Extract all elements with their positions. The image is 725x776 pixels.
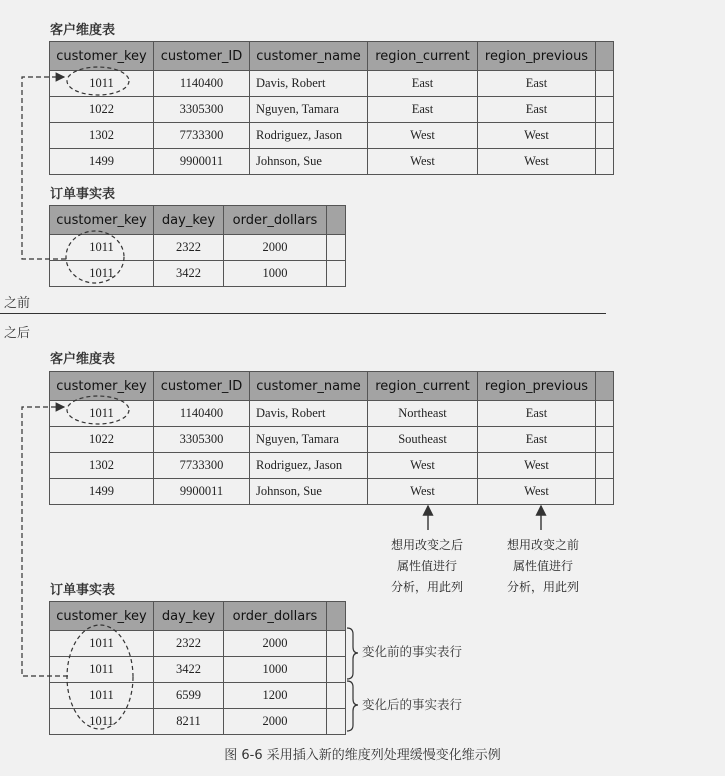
table-cell: East — [368, 71, 478, 97]
before-fact-title: 订单事实表 — [50, 187, 116, 202]
empty-cell — [596, 123, 614, 149]
after-label: 之后 — [4, 326, 31, 341]
table-cell: Johnson, Sue — [250, 479, 368, 505]
column-header: order_dollars — [224, 602, 327, 631]
table-cell: West — [478, 453, 596, 479]
table-cell: 1011 — [50, 657, 154, 683]
table-cell: 1011 — [50, 683, 154, 709]
empty-cell — [327, 683, 346, 709]
table-cell: 2000 — [224, 235, 327, 261]
after-dim-title: 客户维度表 — [50, 352, 116, 367]
before-customer-dimension-table — [49, 41, 614, 175]
before-dim-title: 客户维度表 — [50, 23, 116, 38]
table-row — [50, 235, 346, 261]
table-header-row — [50, 602, 346, 631]
table-cell: West — [478, 479, 596, 505]
table-cell: 9900011 — [154, 149, 250, 175]
table-row — [50, 683, 346, 709]
table-cell: 1140400 — [154, 401, 250, 427]
table-cell: West — [368, 149, 478, 175]
brace-label-before-change: 变化前的事实表行 — [362, 644, 463, 659]
column-header: order_dollars — [224, 206, 327, 235]
empty-cell — [596, 97, 614, 123]
column-header: region_previous — [478, 372, 596, 401]
table-cell: East — [478, 97, 596, 123]
column-header: customer_key — [50, 42, 154, 71]
empty-cell — [327, 657, 346, 683]
empty-cell — [327, 631, 346, 657]
column-header: customer_key — [50, 206, 154, 235]
note-line: 想用改变之后 — [390, 538, 463, 552]
table-row — [50, 401, 614, 427]
note-line: 分析，用此列 — [506, 580, 579, 594]
empty-column-header — [327, 206, 346, 235]
table-cell: 2000 — [224, 631, 327, 657]
figure-caption: 图 6-6 采用插入新的维度列处理缓慢变化维示例 — [224, 748, 501, 763]
after-order-fact-table — [49, 601, 346, 735]
table-cell: West — [478, 149, 596, 175]
table-cell: Johnson, Sue — [250, 149, 368, 175]
table-row — [50, 453, 614, 479]
table-cell: 2322 — [154, 235, 224, 261]
table-cell: Northeast — [368, 401, 478, 427]
after-fact-title: 订单事实表 — [50, 583, 116, 598]
column-header: customer_ID — [154, 42, 250, 71]
before-order-fact-table — [49, 205, 346, 287]
table-row — [50, 479, 614, 505]
table-row — [50, 71, 614, 97]
table-cell: 3422 — [154, 261, 224, 287]
table-cell: Nguyen, Tamara — [250, 427, 368, 453]
table-row — [50, 631, 346, 657]
table-cell: 1000 — [224, 657, 327, 683]
table-row — [50, 709, 346, 735]
empty-column-header — [327, 602, 346, 631]
table-cell: 8211 — [154, 709, 224, 735]
note-region-previous — [484, 535, 602, 598]
table-cell: 1011 — [50, 401, 154, 427]
table-row — [50, 123, 614, 149]
table-row — [50, 657, 346, 683]
empty-cell — [596, 401, 614, 427]
table-cell: 9900011 — [154, 479, 250, 505]
table-cell: Rodriguez, Jason — [250, 453, 368, 479]
table-cell: West — [368, 453, 478, 479]
empty-cell — [596, 453, 614, 479]
table-cell: 1499 — [50, 149, 154, 175]
table-cell: 3305300 — [154, 97, 250, 123]
note-line: 想用改变之前 — [506, 538, 579, 552]
empty-cell — [327, 235, 346, 261]
table-cell: 1499 — [50, 479, 154, 505]
note-line: 属性值进行 — [512, 559, 573, 573]
empty-column-header — [596, 372, 614, 401]
table-cell: 1011 — [50, 235, 154, 261]
column-header: day_key — [154, 206, 224, 235]
table-cell: 7733300 — [154, 453, 250, 479]
table-row — [50, 97, 614, 123]
note-line: 分析，用此列 — [390, 580, 463, 594]
table-cell: 1011 — [50, 261, 154, 287]
table-header-row — [50, 372, 614, 401]
table-header-row — [50, 206, 346, 235]
column-header: region_previous — [478, 42, 596, 71]
table-cell: 1011 — [50, 709, 154, 735]
column-header: region_current — [368, 372, 478, 401]
brace-label-after-change: 变化后的事实表行 — [362, 697, 463, 712]
before-label: 之前 — [4, 296, 31, 311]
column-header: customer_name — [250, 372, 368, 401]
column-header: customer_ID — [154, 372, 250, 401]
table-cell: East — [478, 71, 596, 97]
table-cell: West — [368, 123, 478, 149]
brace-before-change — [347, 628, 358, 679]
column-header: customer_key — [50, 372, 154, 401]
table-cell: 1022 — [50, 427, 154, 453]
table-cell: 3305300 — [154, 427, 250, 453]
table-cell: 2000 — [224, 709, 327, 735]
empty-column-header — [596, 42, 614, 71]
table-cell: 2322 — [154, 631, 224, 657]
table-cell: 1011 — [50, 631, 154, 657]
column-header: day_key — [154, 602, 224, 631]
table-cell: 7733300 — [154, 123, 250, 149]
table-cell: East — [478, 401, 596, 427]
table-cell: 6599 — [154, 683, 224, 709]
section-divider — [0, 313, 606, 314]
note-line: 属性值进行 — [396, 559, 457, 573]
table-cell: 1200 — [224, 683, 327, 709]
table-cell: 1022 — [50, 97, 154, 123]
table-row — [50, 261, 346, 287]
table-cell: 1302 — [50, 123, 154, 149]
table-cell: West — [368, 479, 478, 505]
brace-after-change — [347, 681, 358, 731]
table-cell: 3422 — [154, 657, 224, 683]
empty-cell — [596, 479, 614, 505]
table-row — [50, 149, 614, 175]
table-cell: 1000 — [224, 261, 327, 287]
table-row — [50, 427, 614, 453]
empty-cell — [327, 261, 346, 287]
table-cell: Rodriguez, Jason — [250, 123, 368, 149]
table-cell: 1011 — [50, 71, 154, 97]
table-cell: Southeast — [368, 427, 478, 453]
table-cell: Nguyen, Tamara — [250, 97, 368, 123]
empty-cell — [596, 427, 614, 453]
table-cell: Davis, Robert — [250, 71, 368, 97]
column-header: customer_name — [250, 42, 368, 71]
column-header: customer_key — [50, 602, 154, 631]
column-header: region_current — [368, 42, 478, 71]
table-cell: East — [478, 427, 596, 453]
empty-cell — [327, 709, 346, 735]
table-cell: 1140400 — [154, 71, 250, 97]
table-cell: Davis, Robert — [250, 401, 368, 427]
empty-cell — [596, 149, 614, 175]
table-cell: East — [368, 97, 478, 123]
table-cell: West — [478, 123, 596, 149]
after-customer-dimension-table — [49, 371, 614, 505]
table-cell: 1302 — [50, 453, 154, 479]
empty-cell — [596, 71, 614, 97]
table-header-row — [50, 42, 614, 71]
note-region-current — [372, 535, 482, 598]
